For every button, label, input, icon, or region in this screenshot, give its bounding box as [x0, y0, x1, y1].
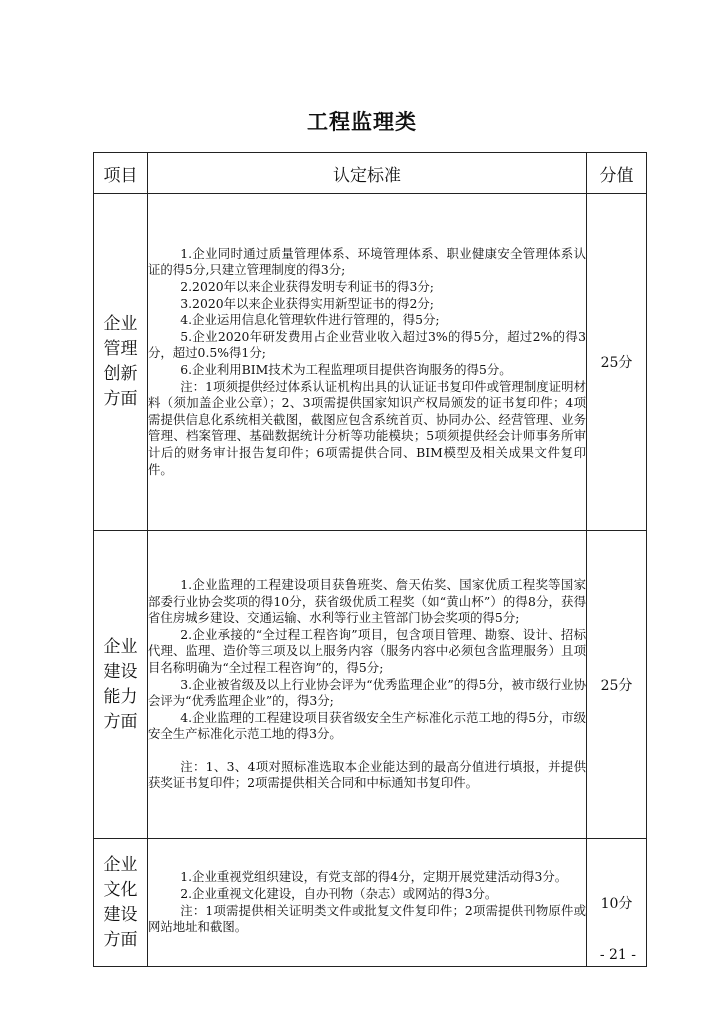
row-criteria: [148, 194, 587, 531]
criteria-item: 3.企业被省级及以上行业协会评为“优秀监理企业”的得5分，被市级行业协会评为“优秀监理企业”的，得3分;: [148, 676, 586, 709]
criteria-note: 注：1项须提供经过体系认证机构出具的认证证书复印件或管理制度证明材料（须加盖企业公章）；2、3项需提供国家知识产权局颁发的证书复印件；4项需提供信息化系统相关截图，截图应包含系统首页、协同办公、经营管理、业务管理、档案管理、基础数据统计分析等功能模块；5项须提供经会计师事务所审计后的财务审计报告复印件；6项需提供合同、BIM模型及相关成果文件复印件。: [148, 378, 586, 477]
row-criteria: [148, 839, 587, 967]
criteria-item: 1.企业监理的工程建设项目获鲁班奖、詹天佑奖、国家优质工程奖等国家部委行业协会奖项的得10分，获省级优质工程奖（如“黄山杯”）的得8分，获得省住房城乡建设、交通运输、水利等行业主管部门协会奖项的得5分;: [148, 576, 586, 626]
document-title: 工程监理类: [307, 109, 417, 134]
row-category: 企业管理创新方面: [94, 194, 148, 531]
criteria-item: 1.企业同时通过质量管理体系、环境管理体系、职业健康安全管理体系认证的得5分,只建立管理制度的得3分;: [148, 245, 586, 278]
page-number: - 21 -: [599, 947, 636, 963]
header-score: 分值: [587, 153, 647, 194]
row-category: 企业文化建设方面: [94, 839, 148, 967]
row-score: 25分: [587, 531, 647, 839]
row-criteria: [148, 531, 587, 839]
criteria-item: 1.企业重视党组织建设，有党支部的得4分，定期开展党建活动得3分。: [180, 869, 568, 885]
criteria-item: 3.2020年以来企业获得实用新型证书的得2分;: [180, 295, 434, 311]
criteria-item: 2.企业重视文化建设，自办刊物（杂志）或网站的得3分。: [180, 885, 498, 901]
header-project: 项目: [94, 153, 148, 194]
criteria-item: 2.企业承接的“全过程工程咨询”项目，包含项目管理、勘察、设计、招标代理、监理、造价等三项及以上服务内容（服务内容中必须包含监理服务）且项目名称明确为“全过程工程咨询”的，得5分;: [148, 626, 586, 675]
criteria-item: 4.企业运用信息化管理软件进行管理的，得5分;: [180, 312, 440, 328]
criteria-note: 注：1项需提供相关证明类文件或批复文件复印件；2项需提供刊物原件或网站地址和截图。: [148, 902, 586, 935]
row-category: 企业建设能力方面: [94, 531, 148, 839]
table-row: [94, 194, 647, 531]
row-score: 25分: [587, 194, 647, 531]
criteria-item: 5.企业2020年研发费用占企业营业收入超过3%的得5分，超过2%的得3分，超过0.5%得1分;: [148, 328, 586, 361]
row-score: 10分: [587, 839, 647, 967]
criteria-table: [93, 152, 647, 967]
criteria-item: 6.企业利用BIM技术为工程监理项目提供咨询服务的得5分。: [180, 362, 512, 377]
criteria-item: 4.企业监理的工程建设项目获省级安全生产标准化示范工地的得5分，市级安全生产标准化示范工地的得3分。: [148, 709, 586, 742]
table-row: [94, 531, 647, 839]
table-header-row: [94, 153, 647, 194]
header-criteria: 认定标准: [148, 153, 587, 194]
criteria-item: 2.2020年以来企业获得发明专利证书的得3分;: [180, 279, 434, 295]
criteria-note: 注：1、3、4项对照标准选取本企业能达到的最高分值进行填报，并提供获奖证书复印件；2项需提供相关合同和中标通知书复印件。: [148, 758, 586, 791]
table-row: [94, 839, 647, 967]
